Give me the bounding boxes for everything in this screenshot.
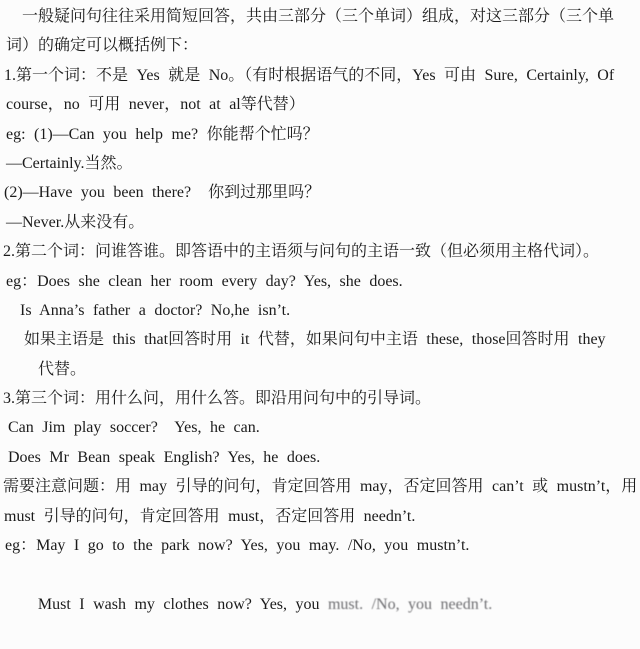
doc-line-17: 需要注意问题：用 may 引导的问句，肯定回答用 may，否定回答用 can’t 或 mustn’t，用 [3, 478, 638, 496]
doc-line-4: course，no 可用 never，not at al等代替） [6, 96, 305, 114]
doc-line-3: 1.第一个词：不是 Yes 就是 No。（有时根据语气的不同，Yes 可由 Sure, Certainly, Of [4, 66, 615, 84]
doc-line-2: 词）的确定可以概括例下： [6, 37, 199, 55]
doc-line-13: 代替。 [38, 360, 87, 378]
doc-line-7: (2)—Have you been there? 你到过那里吗？ [4, 184, 321, 202]
doc-line-16: Does Mr Bean speak English? Yes, he does. [8, 448, 321, 466]
doc-line-6: —Certainly.当然。 [6, 154, 133, 172]
doc-line-15: Can Jim play soccer? Yes, he can. [8, 419, 260, 437]
doc-line-9: 2.第二个词：问谁答谁。即答语中的主语须与问句的主语一致（但必须用主格代词）。 [3, 243, 600, 261]
doc-line-20-lead: Must I wash my clothes now? Yes, you [37, 595, 328, 613]
doc-line-19: eg：May I go to the park now? Yes, you may. /No, you mustn’t. [5, 537, 470, 555]
doc-line-18: must 引导的问句，肯定回答用 must，否定回答用 needn’t. [4, 507, 416, 525]
doc-line-20-faded-tail: must. /No, you needn’t. [327, 595, 493, 613]
doc-line-20 [4, 560, 640, 613]
doc-line-1: 一般疑问句往往采用简短回答，共由三部分（三个单词）组成，对这三部分（三个单 [22, 8, 615, 25]
doc-line-11: Is Anna’s father a doctor? No,he isn’t. [20, 301, 291, 319]
doc-line-5: eg: (1)—Can you help me? 你能帮个忙吗？ [6, 125, 319, 143]
doc-line-8: —Never.从来没有。 [6, 213, 145, 231]
doc-line-10: eg：Does she clean her room every day? Yes, she does. [6, 272, 403, 290]
doc-line-14: 3.第三个词：用什么问，用什么答。即沿用问句中的引导词。 [3, 390, 432, 408]
doc-line-12: 如果主语是 this that回答时用 it 代替，如果问句中主语 these, those回答时用 they [24, 331, 606, 349]
